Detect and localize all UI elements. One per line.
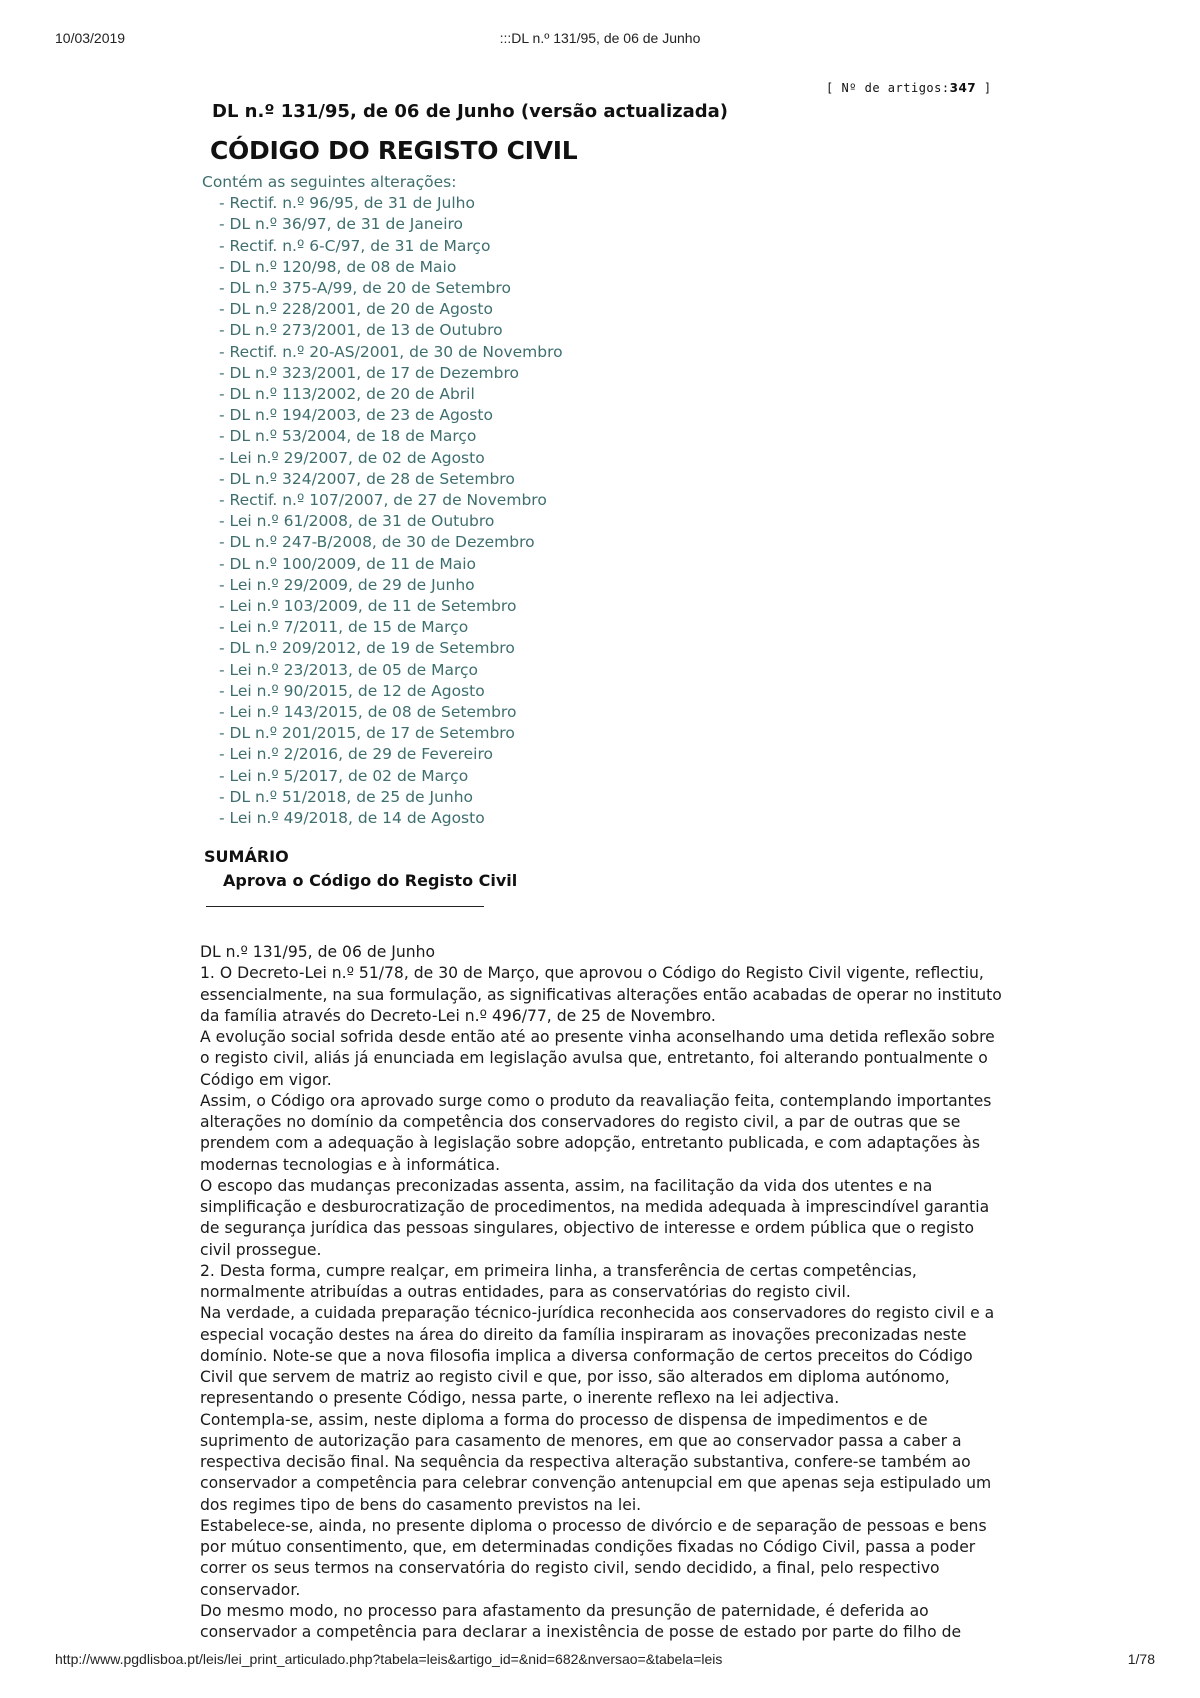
preamble-line: conservador.: [200, 1580, 301, 1599]
article-count-value: 347: [949, 81, 977, 95]
amendment-link[interactable]: - DL n.º 375-A/99, de 20 de Setembro: [219, 279, 511, 298]
print-header: [0, 30, 1200, 50]
preamble-line: 2. Desta forma, cumpre realçar, em primeira linha, a transferência de certas competências,: [200, 1261, 917, 1280]
preamble-line: domínio. Note-se que a nova filosofia implica a diversa conformação de certos preceitos do Código: [200, 1346, 973, 1365]
amendment-link[interactable]: - Lei n.º 7/2011, de 15 de Março: [219, 618, 469, 637]
separator-line: [206, 906, 484, 907]
preamble-line: Do mesmo modo, no processo para afastamento da presunção de paternidade, é deferida ao: [200, 1601, 929, 1620]
amendment-link[interactable]: - Lei n.º 2/2016, de 29 de Fevereiro: [219, 745, 493, 764]
amendment-link[interactable]: - DL n.º 36/97, de 31 de Janeiro: [219, 215, 464, 234]
preamble-line: alterações no domínio da competência dos conservadores do registo civil, a par de outras que se: [200, 1113, 961, 1131]
print-url: http://www.pgdlisboa.pt/leis/lei_print_articulado.php?tabela=leis&artigo_id=&nid=682&nversao=&tabela=leis: [55, 1651, 723, 1667]
preamble-line: essencialmente, na sua formulação, as significativas alterações então acabadas de operar no instituto: [200, 985, 1002, 1004]
page-number: 1/78: [1127, 1651, 1155, 1667]
amendment-link[interactable]: - Rectif. n.º 96/95, de 31 de Julho: [219, 194, 475, 213]
article-count-close: ]: [983, 81, 992, 95]
preamble-text: [200, 942, 1050, 1643]
preamble-line: DL n.º 131/95, de 06 de Junho: [200, 943, 436, 961]
amendment-link[interactable]: - DL n.º 100/2009, de 11 de Maio: [219, 554, 477, 573]
preamble-line: de segurança jurídica das pessoas singulares, objectivo de interesse e ordem pública que o registo: [200, 1219, 975, 1238]
summary-text: Aprova o Código do Registo Civil: [223, 871, 518, 890]
preamble-line: Estabelece-se, ainda, no presente diploma o processo de divórcio e de separação de pessoas e bens: [200, 1516, 987, 1535]
preamble-line: normalmente atribuídas a outras entidades, para as conservatórias do registo civil.: [200, 1283, 851, 1301]
amendment-link[interactable]: - Lei n.º 29/2007, de 02 de Agosto: [219, 448, 485, 467]
amendment-link[interactable]: - DL n.º 209/2012, de 19 de Setembro: [219, 639, 515, 658]
preamble-line: 1. O Decreto-Lei n.º 51/78, de 30 de Março, que aprovou o Código do Registo Civil vigente, reflectiu,: [200, 964, 984, 983]
article-count: [826, 81, 992, 95]
preamble-line: especial vocação destes na área do direito da família inspiraram as inovações preconizadas neste: [200, 1325, 967, 1344]
preamble-line: conservador a competência para declarar a inexistência de posse de estado por parte do filho de: [200, 1623, 962, 1641]
amendment-link[interactable]: - Lei n.º 90/2015, de 12 de Agosto: [219, 681, 485, 700]
preamble-line: correr os seus termos na conservatória do registo civil, sendo decidido, a final, pelo respectivo: [200, 1559, 940, 1578]
amendment-link[interactable]: - Lei n.º 143/2015, de 08 de Setembro: [219, 703, 517, 722]
amendment-link[interactable]: - DL n.º 51/2018, de 25 de Junho: [219, 787, 474, 806]
amendment-link[interactable]: - DL n.º 201/2015, de 17 de Setembro: [219, 724, 515, 743]
amendments-intro: Contém as seguintes alterações:: [202, 173, 457, 191]
preamble-line: A evolução social sofrida desde então até ao presente vinha aconselhando uma detida reflexão sobre: [200, 1028, 995, 1046]
amendment-link[interactable]: - Lei n.º 49/2018, de 14 de Agosto: [219, 809, 485, 828]
amendment-link[interactable]: - Lei n.º 103/2009, de 11 de Setembro: [219, 597, 517, 616]
amendments-list: [202, 193, 563, 829]
amendment-link[interactable]: - Lei n.º 61/2008, de 31 de Outubro: [219, 512, 495, 531]
preamble-line: civil prossegue.: [200, 1240, 322, 1259]
print-footer: [0, 1651, 1200, 1671]
law-title: DL n.º 131/95, de 06 de Junho (versão actualizada): [212, 101, 728, 122]
preamble-line: Na verdade, a cuidada preparação técnico-jurídica reconhecida aos conservadores do registo civil e a: [200, 1304, 995, 1323]
preamble-line: prendem com a adequação à legislação sobre adopção, entretanto publicada, e com adaptações às: [200, 1134, 980, 1153]
amendments-section: [202, 172, 563, 829]
amendment-link[interactable]: - DL n.º 247-B/2008, de 30 de Dezembro: [219, 533, 535, 552]
preamble-line: representando o presente Código, nessa parte, o inerente reflexo na lei adjectiva.: [200, 1389, 840, 1408]
amendment-link[interactable]: - DL n.º 120/98, de 08 de Maio: [219, 257, 457, 276]
amendment-link[interactable]: - Rectif. n.º 107/2007, de 27 de Novembro: [219, 491, 547, 510]
preamble-line: Código em vigor.: [200, 1070, 332, 1089]
preamble-line: Contempla-se, assim, neste diploma a forma do processo de dispensa de impedimentos e de: [200, 1410, 928, 1429]
preamble-line: respectiva decisão final. Na sequência da respectiva alteração substantiva, confere-se também ao: [200, 1453, 971, 1471]
preamble-line: Assim, o Código ora aprovado surge como o produto da reavaliação feita, contemplando importantes: [200, 1091, 992, 1110]
preamble-line: por mútuo consentimento, que, em determinadas condições fixadas no Código Civil, passa a poder: [200, 1538, 976, 1556]
preamble-line: simplificação e desburocratização de procedimentos, na medida adequada à imprescindível garantia: [200, 1198, 990, 1216]
preamble-line: conservador a competência para celebrar convenção antenupcial em que apenas seja estipulado um: [200, 1474, 992, 1493]
preamble-line: modernas tecnologias e à informática.: [200, 1155, 501, 1174]
amendment-link[interactable]: - DL n.º 194/2003, de 23 de Agosto: [219, 406, 493, 425]
preamble-line: da família através do Decreto-Lei n.º 496/77, de 25 de Novembro.: [200, 1006, 716, 1025]
amendment-link[interactable]: - Lei n.º 23/2013, de 05 de Março: [219, 660, 479, 679]
code-title: CÓDIGO DO REGISTO CIVIL: [210, 136, 578, 165]
amendment-link[interactable]: - Rectif. n.º 6-C/97, de 31 de Março: [219, 236, 491, 255]
amendment-link[interactable]: - DL n.º 323/2001, de 17 de Dezembro: [219, 363, 519, 382]
preamble-line: O escopo das mudanças preconizadas assenta, assim, na facilitação da vida dos utentes e na: [200, 1176, 933, 1195]
preamble-line: Civil que servem de matriz ao registo civil e que, por isso, são alterados em diploma autónomo,: [200, 1368, 950, 1386]
amendment-link[interactable]: - DL n.º 273/2001, de 13 de Outubro: [219, 321, 503, 340]
preamble-line: o registo civil, aliás já enunciada em legislação avulsa que, entretanto, foi alterando pontualmente o: [200, 1049, 988, 1068]
amendment-link[interactable]: - DL n.º 228/2001, de 20 de Agosto: [219, 300, 493, 319]
article-count-label: [ Nº de artigos:: [826, 81, 950, 95]
amendment-link[interactable]: - Lei n.º 29/2009, de 29 de Junho: [219, 575, 475, 594]
summary-label: SUMÁRIO: [204, 847, 289, 866]
print-date: 10/03/2019: [55, 30, 126, 46]
preamble-line: suprimento de autorização para casamento de menores, em que ao conservador passa a caber a: [200, 1431, 962, 1450]
amendment-link[interactable]: - Rectif. n.º 20-AS/2001, de 30 de Novembro: [219, 342, 563, 361]
preamble-line: dos regimes tipo de bens do casamento previstos na lei.: [200, 1495, 642, 1514]
amendment-link[interactable]: - DL n.º 324/2007, de 28 de Setembro: [219, 469, 515, 488]
amendment-link[interactable]: - DL n.º 113/2002, de 20 de Abril: [219, 385, 475, 404]
print-page-title: :::DL n.º 131/95, de 06 de Junho: [499, 30, 701, 46]
amendment-link[interactable]: - Lei n.º 5/2017, de 02 de Março: [219, 766, 469, 785]
amendment-link[interactable]: - DL n.º 53/2004, de 18 de Março: [219, 427, 477, 446]
